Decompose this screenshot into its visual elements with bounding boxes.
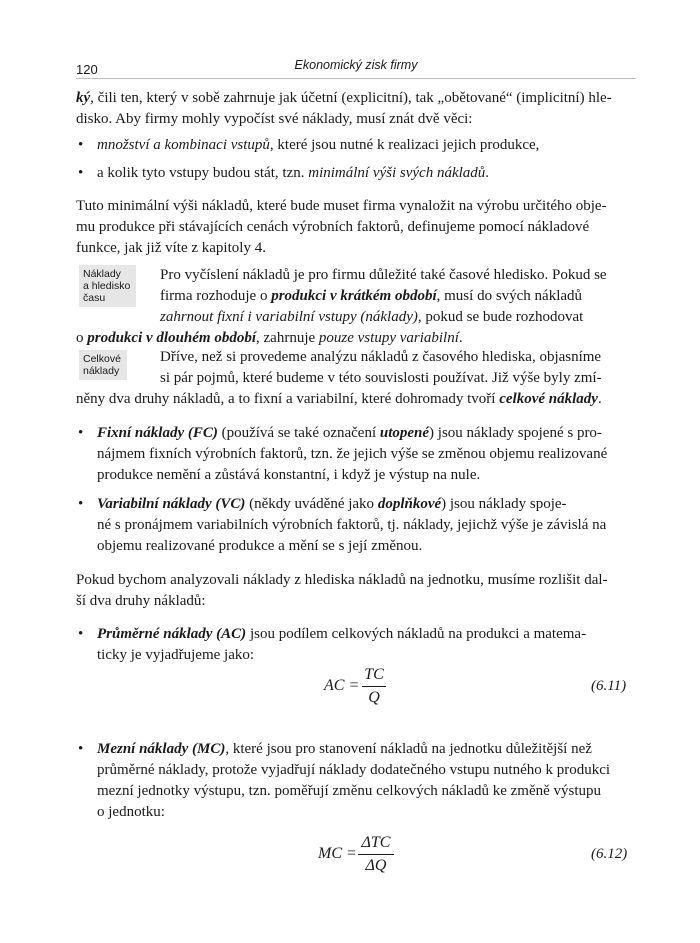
list-item-line: průměrné náklady, protože vyjadřují náklady dodatečného vstupu nutného k produkci [97, 762, 611, 778]
emphasis: minimální výši svých nákladů [308, 165, 486, 181]
equation-number: (6.12) [591, 846, 628, 862]
margin-note [79, 350, 127, 380]
margin-note-line: Celkové [83, 353, 121, 365]
text: ) jsou náklady spoje- [441, 496, 567, 512]
equation-lhs: AC = [324, 677, 360, 694]
text: firma rozhoduje o [160, 288, 272, 304]
list-item-line: ticky je vyjadřujeme jako: [97, 647, 255, 663]
text: (používá se také označení [217, 425, 380, 441]
fraction-numerator: ΔTC [361, 834, 391, 851]
emphasis: celkové náklady [499, 391, 598, 407]
list-item [97, 163, 489, 185]
margin-note-line: náklady [83, 365, 120, 377]
list-item [97, 739, 592, 761]
fraction-denominator: ΔQ [365, 857, 387, 874]
page-number: 120 [76, 62, 98, 77]
text: . [597, 391, 602, 407]
list-item-line: nájmem fixních výrobních faktorů, tzn. že jejich výše se změnou objemu realizované [97, 446, 608, 462]
bullet-icon: • [78, 425, 84, 441]
margin-note [79, 265, 136, 307]
emphasis: pouze vstupy variabilní [318, 330, 459, 346]
text: pokud se bude rozhodovat [421, 309, 584, 325]
list-item [97, 135, 539, 157]
fraction-denominator: Q [368, 689, 380, 706]
paragraph-line [76, 88, 612, 110]
text: , které jsou pro stanovení nákladů na jednotku důležitější než [225, 741, 592, 757]
text: , zahrnuje [256, 330, 319, 346]
emphasis: ký [76, 90, 91, 106]
emphasis: utopené [379, 425, 430, 441]
paragraph-line: ší dva druhy nákladů: [76, 593, 206, 609]
text: , musí do svých nákladů [436, 288, 583, 304]
page-header [76, 56, 636, 79]
emphasis: množství a kombinaci vstupů [97, 137, 270, 153]
fraction-bar [358, 854, 394, 855]
emphasis: Fixní náklady (FC) [97, 425, 218, 441]
text: a kolik tyto vstupy budou stát, tzn. [97, 165, 309, 181]
fraction-bar [362, 686, 386, 687]
bullet-icon: • [78, 741, 84, 757]
paragraph-line [160, 307, 583, 329]
text: , čili ten, který v sobě zahrnuje jak účetní (explicitní), tak „obětované“ (implicitní) hle- [90, 90, 612, 106]
paragraph-line: mu produkce při stávajících cenách výrobních faktorů, definujeme pomocí nákladové [76, 219, 590, 235]
equation-number: (6.11) [591, 678, 627, 694]
paragraph-line: Dříve, než si provedeme analýzu nákladů z časového hlediska, objasníme [160, 349, 602, 365]
emphasis: Průměrné náklady (AC) [97, 626, 247, 642]
equation-lhs: MC = [318, 845, 357, 862]
emphasis: zahrnout fixní i variabilní vstupy (náklady), [160, 309, 422, 325]
paragraph-line: Pro vyčíslení nákladů je pro firmu důležité také časové hledisko. Pokud se [160, 267, 607, 283]
running-title: Ekonomický zisk firmy [294, 58, 418, 72]
text: jsou podílem celkových nákladů na produkci a matema- [246, 626, 587, 642]
emphasis: Mezní náklady (MC) [97, 741, 226, 757]
emphasis: Variabilní náklady (VC) [97, 496, 246, 512]
list-item-line: o jednotku: [97, 804, 165, 820]
paragraph-line: funkce, jak již víte z kapitoly 4. [76, 240, 266, 256]
text: o [76, 330, 88, 346]
paragraph-line: Tuto minimální výši nákladů, které bude muset firma vynaložit na výrobu určitého obje- [76, 198, 607, 214]
text: . [458, 330, 463, 346]
text: . [485, 165, 490, 181]
emphasis: produkci v krátkém období [271, 288, 437, 304]
list-item-line: produkce nemění a zůstává konstantní, i když je výstup na nule. [97, 467, 481, 483]
list-item [97, 624, 586, 646]
bullet-icon: • [78, 626, 84, 642]
emphasis: produkci v dlouhém období [87, 330, 257, 346]
paragraph-line: Pokud bychom analyzovali náklady z hlediska nákladů na jednotku, musíme rozlišit dal- [76, 572, 608, 588]
text: (někdy uváděné jako [245, 496, 378, 512]
list-item [97, 423, 602, 445]
emphasis: doplňkové [377, 496, 442, 512]
equation-fraction [358, 834, 394, 875]
bullet-icon: • [78, 137, 84, 153]
paragraph-line: disko. Aby firmy mohly vypočíst své náklady, musí znát dvě věci: [76, 111, 473, 127]
margin-note-line: a hledisko [83, 280, 131, 292]
list-item [97, 494, 567, 516]
fraction-numerator: TC [364, 666, 384, 683]
paragraph-line [160, 286, 582, 308]
text: něny dva druhy nákladů, a to fixní a variabilní, které dohromady tvoří [76, 391, 500, 407]
paragraph-line [76, 389, 602, 411]
margin-note-line: času [83, 292, 106, 304]
text: ) jsou náklady spojené s pro- [429, 425, 602, 441]
paragraph-line: si pár pojmů, které budeme v této souvislosti používat. Již výše byly zmí- [160, 370, 602, 386]
equation-fraction [362, 666, 386, 707]
margin-note-line: Náklady [83, 268, 121, 280]
bullet-icon: • [78, 165, 84, 181]
text: , které jsou nutné k realizaci jejich produkce, [269, 137, 540, 153]
list-item-line: né s pronájmem variabilních výrobních faktorů, tj. náklady, jejichž výše je závislá na [97, 517, 607, 533]
bullet-icon: • [78, 496, 84, 512]
list-item-line: objemu realizované produkce a mění se s její změnou. [97, 538, 423, 554]
list-item-line: mezní jednotky výstupu, tzn. poměřují změnu celkových nákladů ke změně výstupu [97, 783, 602, 799]
